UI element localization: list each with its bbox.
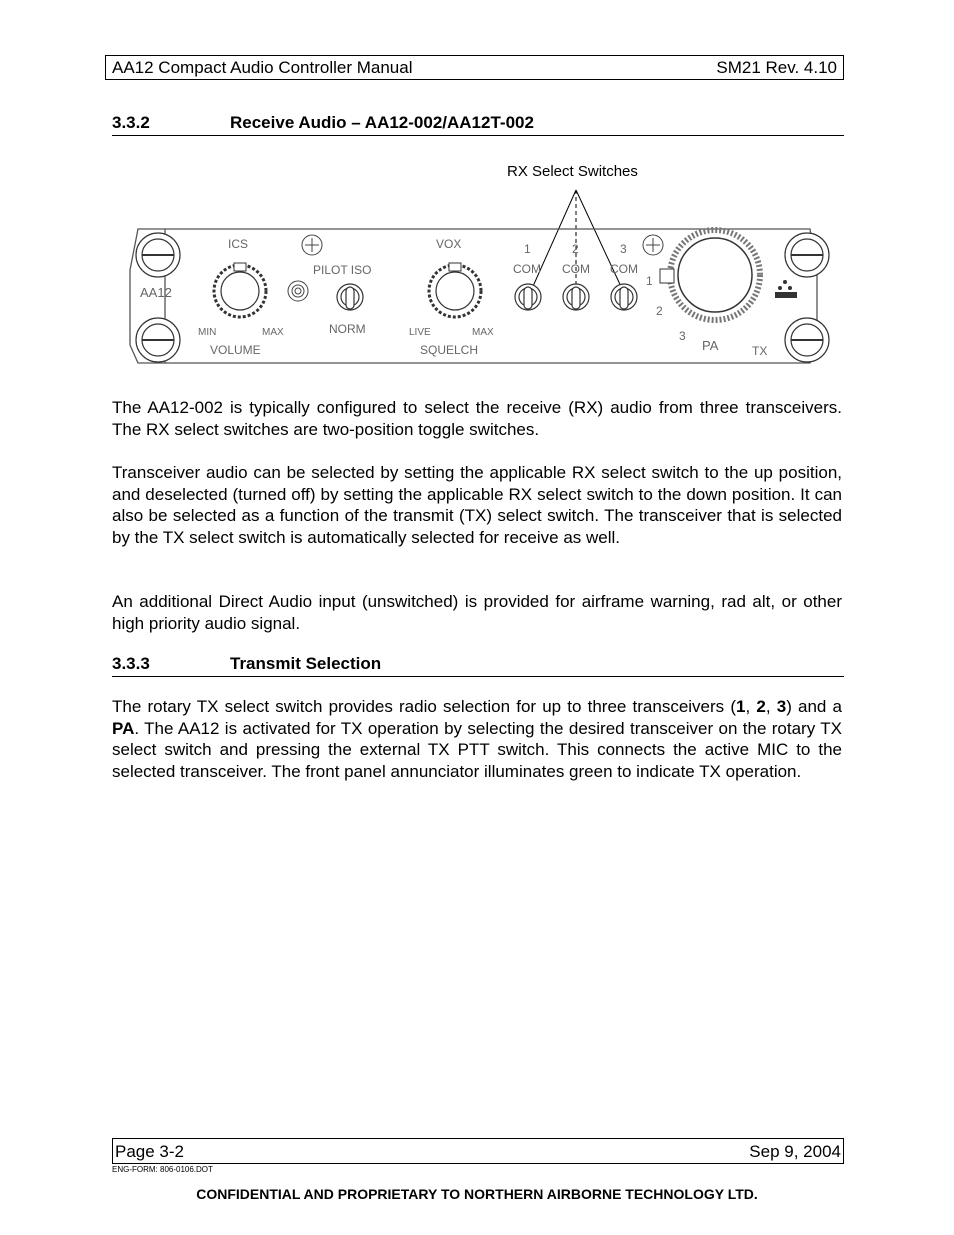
rotary-position-1: 1 [646, 274, 653, 288]
rotary-tx-selector [660, 230, 760, 320]
rotary-position-3: 3 [679, 329, 686, 343]
bold-2: 2 [756, 697, 766, 716]
volume-label: VOLUME [210, 343, 261, 357]
form-number: ENG-FORM: 806-0106.DOT [112, 1165, 213, 1174]
section-number: 3.3.3 [112, 654, 150, 673]
page-footer [112, 1138, 844, 1164]
ics-label: ICS [228, 237, 249, 251]
com3-number: 3 [620, 242, 627, 256]
rotary-position-2: 2 [656, 304, 663, 318]
pilot-iso-toggle [337, 284, 363, 310]
text-run: The rotary TX select switch provides radio selection for up to three transceivers ( [112, 697, 736, 716]
norm-label: NORM [329, 322, 366, 336]
vox-label: VOX [436, 237, 462, 251]
header-revision: SM21 Rev. 4.10 [716, 58, 837, 77]
volume-min-label: MIN [198, 327, 217, 338]
page-header [105, 55, 844, 80]
small-screw [302, 235, 322, 255]
bold-pa: PA [112, 718, 135, 738]
com1-number: 1 [524, 242, 531, 256]
paragraph-direct-audio: An additional Direct Audio input (unswitched) is provided for airframe warning, rad alt, or other high priority audio signal. [112, 592, 842, 633]
bold-3: 3 [776, 697, 787, 716]
com2-label: COM [562, 262, 590, 276]
volume-knob [214, 263, 266, 317]
com1-label: COM [513, 262, 541, 276]
pilot-iso-label: PILOT ISO [313, 263, 372, 277]
pushbutton [288, 281, 308, 301]
paragraph-tx-selection [112, 696, 842, 782]
squelch-max-label: MAX [472, 327, 494, 338]
com3-toggle [611, 284, 637, 310]
rotary-pa-label: PA [702, 338, 719, 353]
small-screw [643, 235, 663, 255]
tx-label: TX [752, 344, 768, 358]
footer-date: Sep 9, 2004 [749, 1142, 841, 1161]
model-label: AA12 [140, 285, 172, 300]
com2-number: 2 [572, 242, 579, 256]
text-run: , [745, 697, 757, 716]
confidential-notice: CONFIDENTIAL AND PROPRIETARY TO NORTHERN AIRBORNE TECHNOLOGY LTD. [196, 1186, 758, 1202]
text-run: . The AA12 is activated for TX operation by selecting the desired transceiver on the rotary TX select switch and pressing the external TX PTT switch. This connects the active MIC to the selected transceiver. The front panel annunciator illuminates green to indicate TX operation. [112, 718, 842, 781]
front-panel-figure [120, 185, 840, 370]
com2-toggle [563, 284, 589, 310]
section-title: Receive Audio – AA12-002/AA12T-002 [230, 113, 534, 132]
header-title: AA12 Compact Audio Controller Manual [112, 58, 413, 77]
section-heading-transmit-selection [112, 654, 844, 677]
paragraph-rx-config: The AA12-002 is typically configured to select the receive (RX) audio from three transceivers. The RX select switches are two-position toggle switches. [112, 398, 842, 439]
bold-1: 1 [736, 697, 746, 716]
nat-logo-icon [775, 280, 797, 298]
com1-toggle [515, 284, 541, 310]
squelch-label: SQUELCH [420, 343, 479, 357]
com3-label: COM [610, 262, 638, 276]
section-number: 3.3.2 [112, 113, 150, 132]
section-heading-receive-audio [112, 113, 844, 136]
page-number: Page 3-2 [115, 1142, 184, 1161]
squelch-knob [429, 263, 481, 317]
squelch-live-label: LIVE [409, 327, 431, 338]
text-run: , [765, 697, 777, 716]
figure-caption: RX Select Switches [507, 163, 638, 180]
section-title: Transmit Selection [230, 654, 382, 673]
volume-max-label: MAX [262, 327, 284, 338]
paragraph-rx-selection: Transceiver audio can be selected by setting the applicable RX select switch to the up position, and deselected (turned off) by setting the applicable RX select switch to the down position. It can also be selected as a function of the transmit (TX) select switch. The transceiver that is selected by the TX select switch is automatically selected for receive as well. [112, 463, 842, 547]
text-run: ) and a [786, 697, 842, 716]
